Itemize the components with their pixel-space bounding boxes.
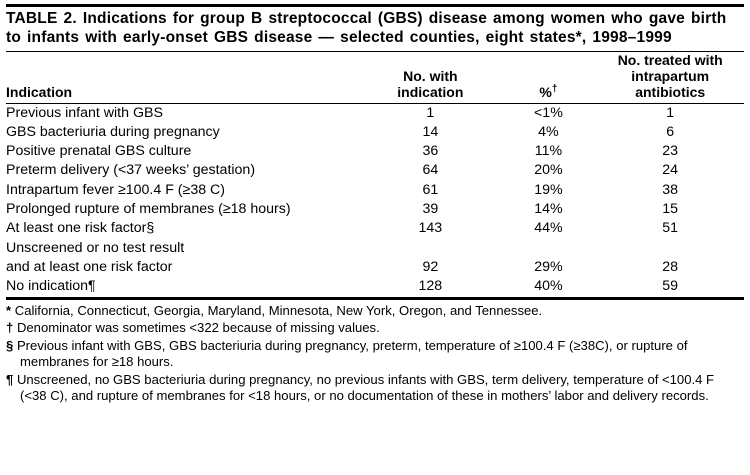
table-row xyxy=(6,142,744,161)
header-treated-line2: intrapartum xyxy=(631,68,710,85)
cell-number: 14 xyxy=(422,123,439,140)
header-number-line2: indication xyxy=(397,84,464,101)
cell-indication: Prolonged rupture of membranes (≥18 hours) xyxy=(6,201,291,218)
footnote-item xyxy=(6,302,744,320)
header-indication: Indication xyxy=(6,84,73,101)
footnote-text: California, Connecticut, Georgia, Maryland, Minnesota, New York, Oregon, and Tennessee. xyxy=(14,302,543,318)
header-treated-line3: antibiotics xyxy=(635,84,706,101)
cell-indication: Positive prenatal GBS culture xyxy=(6,143,192,160)
header-treated xyxy=(596,52,744,103)
table-row xyxy=(6,104,744,123)
footnote-text: Previous infant with GBS, GBS bacteriuria during pregnancy, preterm, temperature of ≥100.4 F (≥38C), or rupture of membranes for ≥18 hours. xyxy=(16,337,688,370)
cell-treated xyxy=(596,239,744,258)
footnotes xyxy=(6,300,744,406)
cell-percent: 4% xyxy=(538,123,559,140)
cell-number: 39 xyxy=(422,201,439,218)
table-body xyxy=(6,104,744,297)
cell-treated: 59 xyxy=(662,278,679,295)
cell-number: 128 xyxy=(418,278,443,295)
cell-treated: 15 xyxy=(662,201,679,218)
cell-indication: and at least one risk factor xyxy=(6,259,173,276)
footnote-marker: * xyxy=(6,302,12,318)
cell-percent: 40% xyxy=(534,278,563,295)
cell-percent xyxy=(500,239,596,258)
table-row xyxy=(6,181,744,200)
header-percent xyxy=(500,52,596,103)
cell-treated: 51 xyxy=(662,220,679,237)
cell-percent: 44% xyxy=(534,220,563,237)
footnote-text: Unscreened, no GBS bacteriuria during pregnancy, no previous infants with GBS, term delivery, temperature of <100.4 F (<38 C), and rupture of membranes for <18 hours, or no documentation of these in mothers’ labor and delivery records. xyxy=(16,371,715,404)
cell-percent: 29% xyxy=(534,259,563,276)
header-percent-text: % xyxy=(539,84,552,101)
footnote-item xyxy=(6,320,744,337)
cell-number: 36 xyxy=(422,143,439,160)
cell-percent: 19% xyxy=(534,181,563,198)
cell-number: 1 xyxy=(426,104,435,121)
cell-percent: 14% xyxy=(534,201,563,218)
cell-treated: 1 xyxy=(666,104,675,121)
table-wrapper xyxy=(6,52,744,103)
footnote-item xyxy=(6,371,744,406)
cell-treated: 24 xyxy=(662,162,679,179)
cell-percent: <1% xyxy=(534,104,563,121)
cell-indication: Intrapartum fever ≥100.4 F (≥38 C) xyxy=(6,181,226,198)
table-title: TABLE 2. Indications for group B streptococcal (GBS) disease among women who gave birth to infants with early-onset GBS disease — selected counties, eight states*, 1998–1999 xyxy=(6,10,727,46)
table-row xyxy=(6,161,744,180)
cell-treated: 23 xyxy=(662,143,679,160)
data-table xyxy=(6,52,744,103)
cell-indication: Preterm delivery (<37 weeks’ gestation) xyxy=(6,162,256,179)
cell-treated: 38 xyxy=(662,181,679,198)
data-table-body xyxy=(6,104,744,297)
footnote-marker: † xyxy=(6,320,14,336)
cell-number: 143 xyxy=(418,220,443,237)
header-treated-line1: No. treated with xyxy=(617,51,723,68)
footnote-marker: ¶ xyxy=(6,371,14,387)
cell-number xyxy=(360,239,500,258)
cell-treated: 28 xyxy=(662,259,679,276)
cell-indication: No indication¶ xyxy=(6,278,96,295)
cell-number: 64 xyxy=(422,162,439,179)
cell-number: 61 xyxy=(422,181,439,198)
table-row xyxy=(6,239,744,258)
footnote-text: Denominator was sometimes <322 because of missing values. xyxy=(16,320,380,336)
footnote-item xyxy=(6,337,744,372)
cell-number: 92 xyxy=(422,259,439,276)
cell-indication: At least one risk factor§ xyxy=(6,220,155,237)
header-percent-marker: † xyxy=(551,83,558,95)
cell-indication: GBS bacteriuria during pregnancy xyxy=(6,123,220,140)
footnote-marker: § xyxy=(6,337,14,353)
cell-indication: Unscreened or no test result xyxy=(6,239,185,256)
header-row xyxy=(6,52,744,103)
cell-indication: Previous infant with GBS xyxy=(6,104,163,121)
header-number xyxy=(360,52,500,103)
cell-percent: 11% xyxy=(534,143,563,160)
table-row xyxy=(6,277,744,296)
table-head xyxy=(6,52,744,103)
table-row xyxy=(6,200,744,219)
header-number-line1: No. with xyxy=(403,68,458,85)
cell-treated: 6 xyxy=(666,123,675,140)
cell-percent: 20% xyxy=(534,162,563,179)
table-row xyxy=(6,123,744,142)
table-row xyxy=(6,258,744,277)
table-row xyxy=(6,219,744,238)
